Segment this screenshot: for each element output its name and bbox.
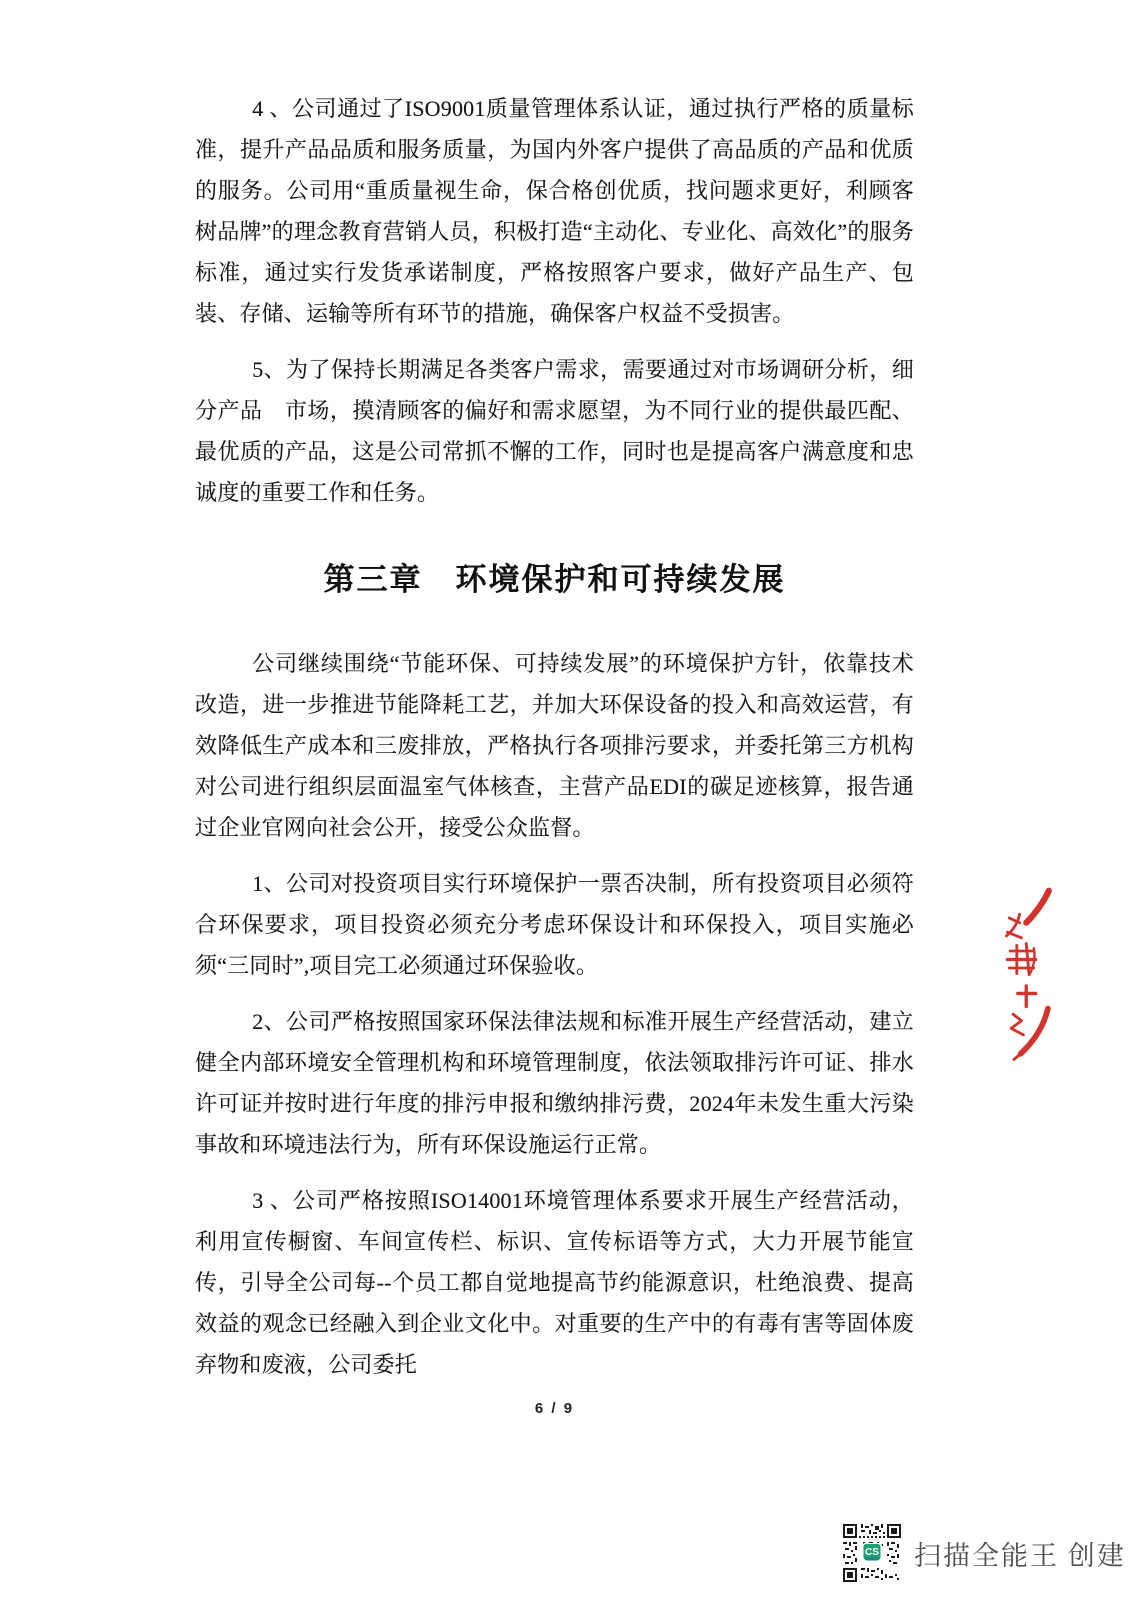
env-paragraph-1: 1、公司对投资项目实行环境保护一票否决制，所有投资项目必须符合环保要求，项目投资必须充分考虑环保设计和环保投入，项目实施必须“三同时”,项目完工必须通过环保验收。: [195, 871, 914, 978]
paragraph-quality-4: 4 、公司通过了ISO9001质量管理体系认证，通过执行严格的质量标准，提升产品品质和服务质量，为国内外客户提供了高品质的产品和优质的服务。公司用“重质量视生命，保合格创优质，找问题求更好，利顾客树品牌”的理念教育营销人员，积极打造“主动化、专业化、高效化”的服务标准，通过实行发货承诺制度，严格按照客户要求，做好产品生产、包装、存储、运输等所有环节的措施，确保客户权益不受损害。: [195, 96, 914, 326]
red-signature-stamp-icon: [997, 886, 1063, 1066]
camscanner-label: 扫描全能王 创建: [914, 1540, 1126, 1571]
paragraph-quality-5: 5、为了保持长期满足各类客户需求，需要通过对市场调研分析，细分产品 市场，摸清顾客的偏好和需求愿望，为不同行业的提供最匹配、最优质的产品，这是公司常抓不懈的工作，同时也是提高客户满意度和忠诚度的重要工作和任务。: [195, 357, 914, 505]
chapter-title: 第三章 环境保护和可持续发展: [323, 562, 786, 597]
env-paragraph-3: 3 、公司严格按照ISO14001环境管理体系要求开展生产经营活动，利用宣传橱窗、车间宣传栏、标识、宣传标语等方式，大力开展节能宣传，引导全公司每--个员工都自觉地提高节约能源意识，杜绝浪费、提高效益的观念已经融入到企业文化中。对重要的生产中的有毒有害等固体废弃物和废液，公司委托: [195, 1188, 914, 1377]
qr-logo-text: CS: [865, 1546, 879, 1558]
qr-code-icon: [843, 1524, 901, 1582]
env-paragraph-2: 2、公司严格按照国家环保法律法规和标准开展生产经营活动，建立健全内部环境安全管理机构和环境管理制度，依法领取排污许可证、排水许可证并按时进行年度的排污申报和缴纳排污费，2024年未发生重大污染事故和环境违法行为，所有环保设施运行正常。: [195, 1009, 914, 1157]
page-number: 6 / 9: [534, 1400, 575, 1417]
document-content: [195, 88, 914, 1417]
camscanner-footer: [843, 1524, 1126, 1582]
chapter-intro-paragraph: 公司继续围绕“节能环保、可持续发展”的环境保护方针，依靠技术改造，进一步推进节能降耗工艺，并加大环保设备的投入和高效运营，有效降低生产成本和三废排放，严格执行各项排污要求，并委托第三方机构对公司进行组织层面温室气体核查，主营产品EDI的碳足迹核算，报告通过企业官网向社会公开，接受公众监督。: [195, 651, 914, 840]
